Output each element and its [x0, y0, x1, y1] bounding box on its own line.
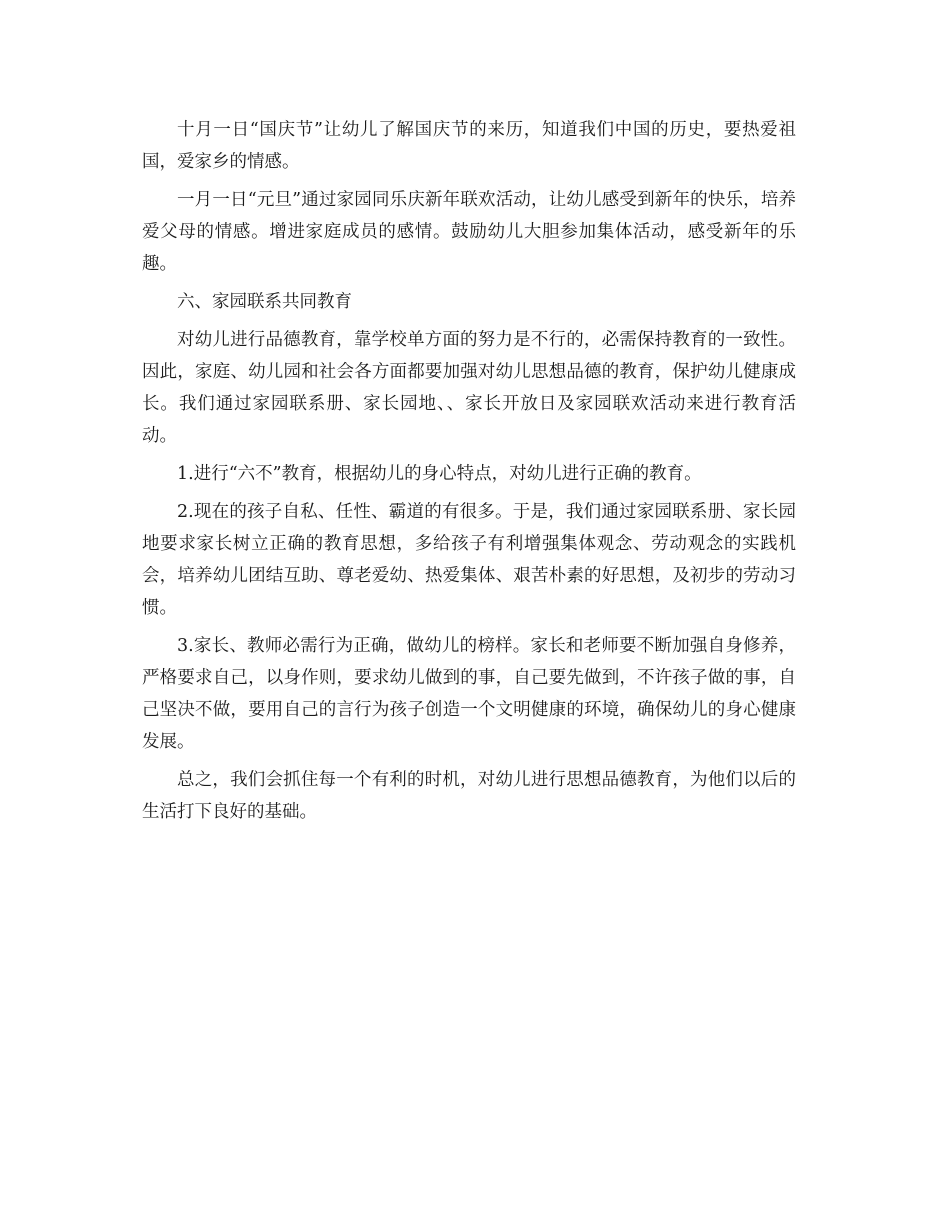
- list-item-2: 2.现在的孩子自私、任性、霸道的有很多。于是，我们通过家园联系册、家长园地要求家长树立正确的教育思想，多给孩子有利增强集体观念、劳动观念的实践机会，培养幼儿团结互助、尊老爱幼、热爱集体、艰苦朴素的好思想，及初步的劳动习惯。: [142, 502, 796, 618]
- section-heading: 六、家园联系共同教育: [177, 292, 352, 312]
- paragraph-new-year: 一月一日“元旦”通过家园同乐庆新年联欢活动，让幼儿感受到新年的快乐，培养爱父母的情感。增进家庭成员的感情。鼓励幼儿大胆参加集体活动，感受新年的乐趣。: [142, 190, 796, 274]
- list-item-3: 3.家长、教师必需行为正确，做幼儿的榜样。家长和老师要不断加强自身修养，严格要求自己，以身作则，要求幼儿做到的事，自己要先做到，不许孩子做的事，自己坚决不做，要用自己的言行为孩子创造一个文明健康的环境，确保幼儿的身心健康发展。: [142, 636, 796, 752]
- paragraph-moral-education: 对幼儿进行品德教育，靠学校单方面的努力是不行的，必需保持教育的一致性。因此，家庭、幼儿园和社会各方面都要加强对幼儿思想品德的教育，保护幼儿健康成长。我们通过家园联系册、家长园地、、家长开放日及家园联欢活动来进行教育活动。: [142, 330, 796, 446]
- paragraph-conclusion: 总之，我们会抓住每一个有利的时机，对幼儿进行思想品德教育，为他们以后的生活打下良好的基础。: [142, 770, 796, 822]
- list-item-1: 1.进行“六不”教育，根据幼儿的身心特点，对幼儿进行正确的教育。: [177, 464, 702, 484]
- document-body: [142, 114, 796, 834]
- paragraph-national-day: 十月一日“国庆节”让幼儿了解国庆节的来历，知道我们中国的历史，要热爱祖国，爱家乡的情感。: [142, 120, 796, 172]
